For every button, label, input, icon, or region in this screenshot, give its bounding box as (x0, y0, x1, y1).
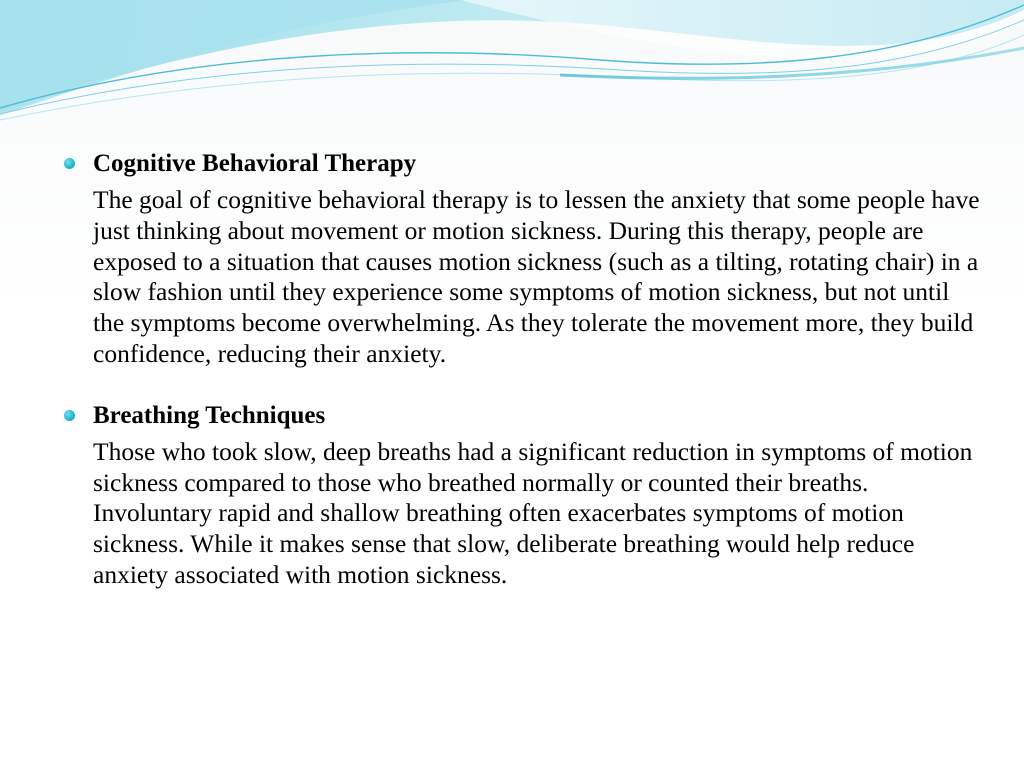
bullet-item-breathing-techniques (62, 400, 982, 591)
header-wave-decoration (0, 0, 1024, 130)
bullet-dot-icon (64, 410, 75, 421)
slide-content (62, 148, 982, 591)
bullet-body: The goal of cognitive behavioral therapy is to lessen the anxiety that some people have just thinking about movement or motion sickness. During this therapy, people are exposed to a situation that causes motion sickness (such as a tilting, rotating chair) in a slow fashion until they experience some symptoms of motion sickness, but not until the symptoms become overwhelming. As they tolerate the movement more, they build confidence, reducing their anxiety. (93, 185, 980, 368)
bullet-heading: Breathing Techniques (93, 401, 326, 429)
bullet-dot-icon (64, 158, 75, 169)
bullet-item-cognitive-behavioral-therapy (62, 148, 982, 370)
bullet-body: Those who took slow, deep breaths had a significant reduction in symptoms of motion sickness compared to those who breathed normally or counted their breaths. Involuntary rapid and shallow breathing often exacerbates symptoms of motion sickness. While it makes sense that slow, deliberate breathing would help reduce anxiety associated with motion sickness. (93, 436, 973, 589)
bullet-heading: Cognitive Behavioral Therapy (93, 150, 417, 177)
